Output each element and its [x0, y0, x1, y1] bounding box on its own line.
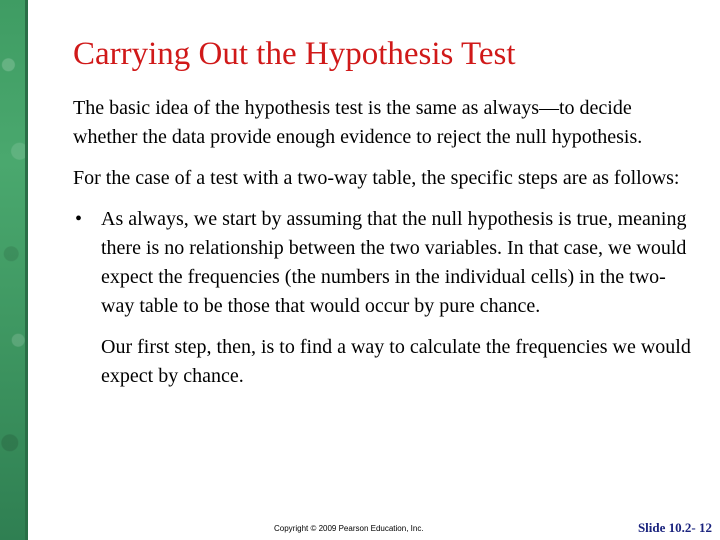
steps-list	[73, 205, 693, 321]
bullet-icon: •	[75, 208, 83, 230]
footer-copyright: Copyright © 2009 Pearson Education, Inc.	[274, 524, 424, 533]
slide-content	[73, 94, 693, 391]
list-item	[73, 205, 693, 321]
slide-title: Carrying Out the Hypothesis Test	[73, 36, 516, 72]
bullet-continuation-paragraph: Our first step, then, is to find a way to calculate the frequencies we would expect by chance.	[101, 336, 691, 387]
decorative-left-bar	[0, 0, 28, 540]
bullet-text: As always, we start by assuming that the null hypothesis is true, meaning there is no relationship between the two variables. In that case, we would expect the frequencies (the numbers in the individual cells) in the two-way table to be those that would occur by pure chance.	[101, 208, 687, 317]
slide-number: Slide 10.2- 12	[637, 520, 712, 535]
steps-intro-paragraph: For the case of a test with a two-way table, the specific steps are as follows:	[73, 167, 680, 189]
intro-paragraph: The basic idea of the hypothesis test is the same as always—to decide whether the data provide enough evidence to reject the null hypothesis.	[73, 97, 643, 148]
